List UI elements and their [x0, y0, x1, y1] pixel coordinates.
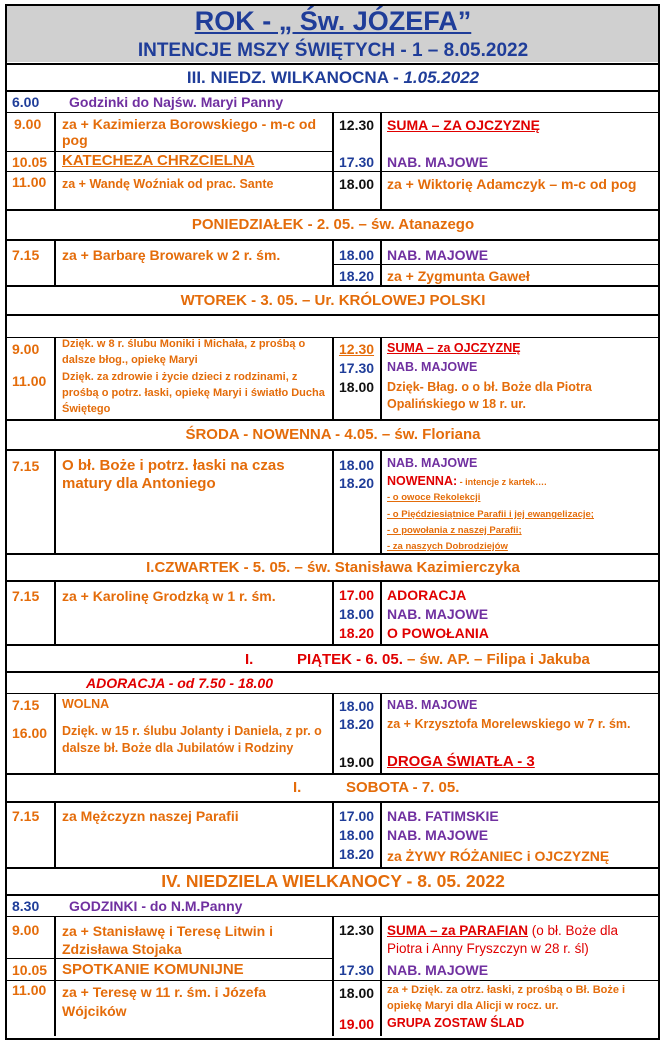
mass-time: 12.30: [339, 922, 375, 938]
mass-time: 7.15: [12, 808, 40, 824]
mass-time: 11.00: [12, 982, 47, 998]
mass-time: 19.00: [339, 754, 375, 770]
mass-intention: za + Zygmunta Gaweł: [387, 268, 530, 284]
mass-intention: O POWOŁANIA: [387, 625, 489, 641]
novena-item: - za naszych Dobrodziejów: [387, 541, 508, 552]
novena-header: NOWENNA: - intencje z kartek….: [387, 474, 547, 488]
mass-time: 10.05: [12, 154, 48, 170]
mass-intention: za ŻYWY RÓŻANIEC i OJCZYZNĘ: [387, 848, 610, 864]
mass-intention: ADORACJA: [387, 587, 467, 603]
mass-time: 18.00: [339, 827, 375, 843]
mass-time: 11.00: [12, 373, 47, 389]
mass-intention: za + Dzięk. za otrz. łaski, z prośbą o Bł. Boże i opiekę Maryi dla Alicji w rocz. ur.: [387, 984, 626, 1012]
mass-time: 9.00: [14, 116, 42, 132]
mass-intention: NAB. MAJOWE: [387, 456, 478, 470]
mass-intention: za + Teresę w 11 r. śm. i Józefa Wójcików: [62, 984, 267, 1019]
mass-intention: KATECHEZA CHRZCIELNA: [62, 152, 255, 169]
mass-intention: NAB. MAJOWE: [387, 360, 478, 374]
mass-intention: Dzięk. w 15 r. ślubu Jolanty i Daniela, z pr. o dalsze bł. Boże dla Jubilatów i Rodziny: [62, 724, 322, 755]
mass-time: 9.00: [12, 922, 40, 938]
mass-time: 11.00: [12, 174, 47, 190]
mass-intention: za + Wiktorię Adamczyk – m-c od pog: [387, 176, 637, 192]
mass-intention: NAB. MAJOWE: [387, 827, 489, 843]
mass-time: 17.00: [339, 587, 375, 603]
mass-intention: WOLNA: [62, 697, 110, 711]
mass-time: 7.15: [12, 458, 40, 474]
mass-intention: O bł. Boże i potrz. łaski na czas matury dla Antoniego: [62, 457, 285, 492]
mass-time: 12.30: [339, 117, 375, 133]
mass-time: 18.20: [339, 475, 375, 491]
mass-intention: Dzięk. za zdrowie i życie dzieci z rodzinami, z prośbą o potrz. łaski, opiekę Maryi i światło Ducha Świętego: [62, 371, 325, 415]
mass-time: 18.00: [339, 379, 375, 395]
mass-intention: NAB. FATIMSKIE: [387, 808, 499, 824]
mass-time: 18.20: [339, 625, 375, 641]
mass-intention: za + Barbarę Browarek w 2 r. śm.: [62, 247, 281, 263]
day-heading-monday: PONIEDZIAŁEK - 2. 05. – św. Atanazego: [191, 216, 475, 233]
day-heading-wednesday: ŚRODA - NOWENNA - 4.05. – św. Floriana: [185, 426, 481, 443]
mass-time: 7.15: [12, 588, 40, 604]
mass-intention: za Mężczyzn naszej Parafii: [62, 808, 239, 824]
day-heading-sunday-2: IV. NIEDZIELA WIELKANOCY - 8. 05. 2022: [161, 871, 505, 891]
mass-time: 8.30: [12, 898, 40, 914]
mass-time: 18.00: [339, 176, 375, 192]
mass-time: 18.20: [339, 716, 375, 732]
mass-time: 18.00: [339, 457, 375, 473]
mass-time: 12.30: [339, 341, 375, 357]
mass-time: 17.30: [339, 962, 375, 978]
mass-intention: NAB. MAJOWE: [387, 606, 489, 622]
novena-item: - o Pięćdziesiątnice Parafii i jej ewangelizacje;: [387, 509, 594, 520]
mass-intention: NAB. MAJOWE: [387, 247, 489, 263]
novena-item: - o powołania z naszej Parafii;: [387, 525, 522, 536]
mass-intention: za + Wandę Woźniak od prac. Sante: [62, 177, 274, 191]
mass-time: 7.15: [12, 697, 40, 713]
mass-time: 17.30: [339, 360, 375, 376]
mass-intention: NAB. MAJOWE: [387, 698, 478, 712]
mass-time: 6.00: [12, 94, 40, 110]
mass-time: 19.00: [339, 1016, 375, 1032]
day-number-friday: I.: [245, 651, 254, 668]
day-heading-thursday: I.CZWARTEK - 5. 05. – św. Stanisława Kazimierczyka: [146, 559, 520, 576]
adoration-note: ADORACJA - od 7.50 - 18.00: [86, 675, 273, 691]
mass-time: 10.05: [12, 962, 48, 978]
mass-intention: DROGA ŚWIATŁA - 3: [387, 753, 535, 770]
novena-item: - o owoce Rekolekcji: [387, 492, 481, 503]
mass-time: 18.00: [339, 247, 375, 263]
mass-intention: GODZINKI - do N.M.Panny: [69, 898, 243, 914]
mass-intention: za + Stanisławę i Teresę Litwin i Zdzisława Stojaka: [62, 923, 273, 957]
page-title: ROK - „ Św. JÓZEFA”: [194, 6, 472, 36]
page-subtitle: INTENCJE MSZY ŚWIĘTYCH - 1 – 8.05.2022: [137, 40, 529, 61]
mass-time: 18.20: [339, 268, 375, 284]
day-heading-tuesday: WTOREK - 3. 05. – Ur. KRÓLOWEJ POLSKI: [180, 292, 486, 309]
mass-intention: Godzinki do Najśw. Maryi Panny: [69, 94, 284, 110]
day-heading-friday: PIĄTEK - 6. 05. – św. AP. – Filipa i Jakuba: [297, 651, 590, 668]
day-number-saturday: I.: [293, 779, 302, 796]
mass-intention: SPOTKANIE KOMUNIJNE: [62, 961, 244, 978]
mass-intention: NAB. MAJOWE: [387, 154, 489, 170]
mass-time: 7.15: [12, 247, 40, 263]
mass-intention: Dzięk- Błag. o o bł. Boże dla Piotra Opalińskiego w 18 r. ur.: [387, 380, 592, 411]
mass-intention: GRUPA ZOSTAW ŚLAD: [387, 1016, 525, 1030]
mass-intention: SUMA – ZA OJCZYZNĘ: [387, 117, 540, 133]
mass-intention: SUMA – za OJCZYZNĘ: [387, 341, 521, 355]
mass-intention: SUMA – za PARAFIAN (o bł. Boże dla Piotra i Anny Fryszczyn w 28 r. śl): [387, 923, 619, 956]
mass-intention: Dzięk. w 8 r. ślubu Moniki i Michała, z prośbą o dalsze błog., opiekę Maryi: [62, 338, 306, 366]
mass-time: 18.00: [339, 698, 375, 714]
mass-time: 18.00: [339, 606, 375, 622]
day-heading-sunday-1: III. NIEDZ. WILKANOCNA - 1.05.2022: [186, 68, 480, 87]
mass-time: 16.00: [12, 725, 48, 741]
mass-intention: NAB. MAJOWE: [387, 962, 489, 978]
mass-intention: za + Karolinę Grodzką w 1 r. śm.: [62, 588, 276, 604]
mass-time: 17.30: [339, 154, 375, 170]
mass-time: 18.00: [339, 985, 375, 1001]
day-heading-saturday: SOBOTA - 7. 05.: [346, 779, 460, 796]
mass-time: 18.20: [339, 846, 375, 862]
mass-intention: za + Krzysztofa Morelewskiego w 7 r. śm.: [387, 717, 631, 731]
mass-time: 9.00: [12, 341, 40, 357]
mass-intention: za + Kazimierza Borowskiego - m-c od pog: [62, 116, 317, 149]
mass-time: 17.00: [339, 808, 375, 824]
